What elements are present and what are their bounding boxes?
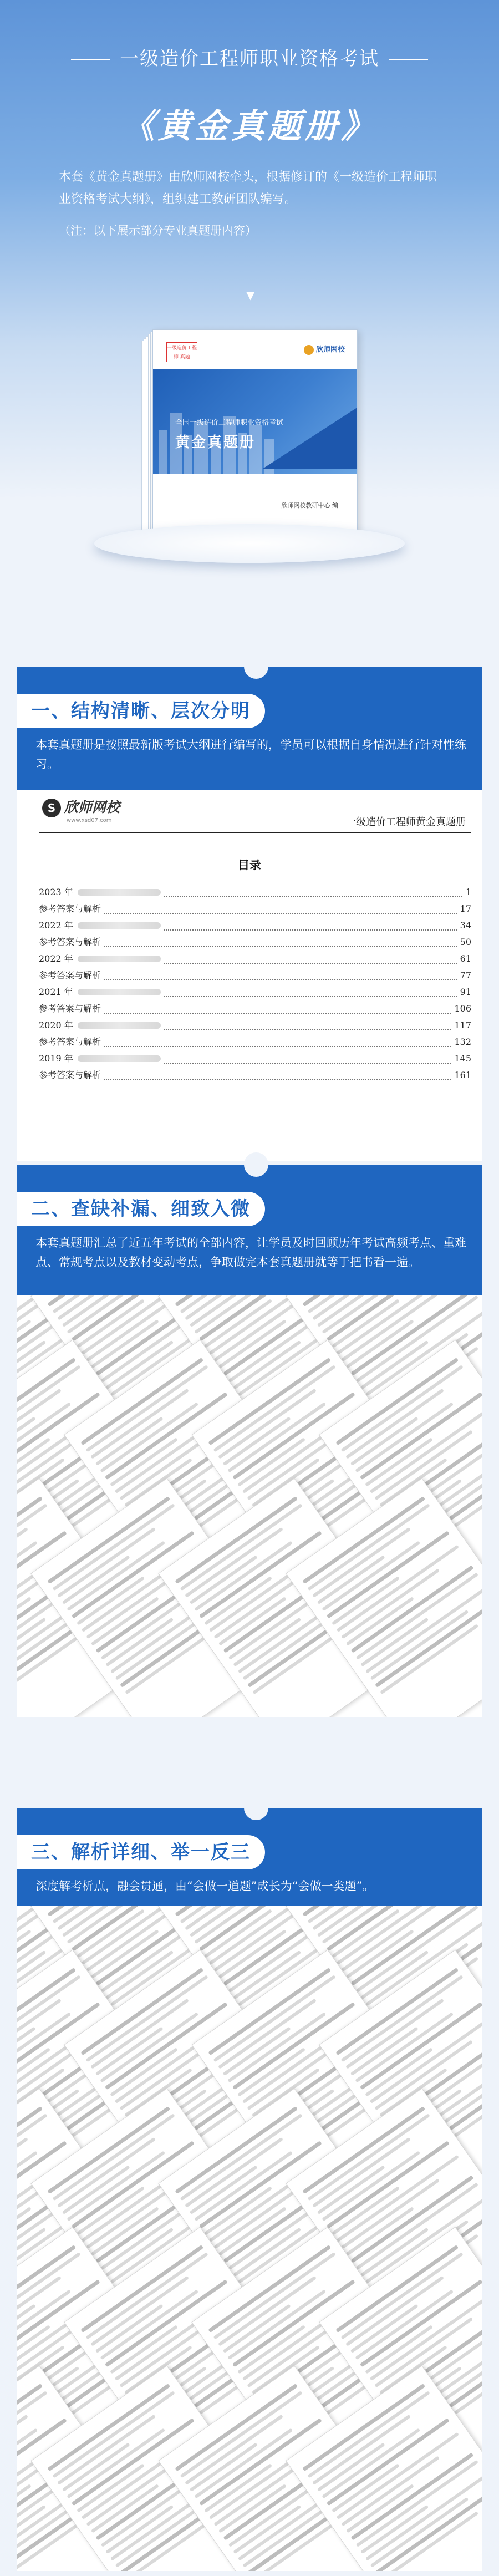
book-mockup	[141, 327, 363, 543]
title-dash-right	[389, 59, 428, 60]
toc-title: 目录	[238, 858, 261, 872]
toc-row-label: 2020 年	[39, 1020, 73, 1030]
note-text: （注：以下展示部分专业真题册内容）	[59, 224, 257, 237]
toc-row	[39, 884, 471, 901]
blurred-text	[78, 956, 161, 962]
title-dash-left	[71, 59, 110, 60]
toc-leader	[164, 954, 457, 964]
toc-page-number: 161	[454, 1070, 471, 1080]
cover-logo	[304, 343, 345, 355]
brand-logo-icon: S	[42, 799, 61, 817]
toc-row-label: 参考答案与解析	[39, 1037, 101, 1047]
toc-row	[39, 967, 471, 984]
toc-rule	[39, 832, 471, 833]
toc-leader	[164, 887, 462, 897]
section-structure	[17, 667, 482, 1160]
toc-page-number: 77	[460, 970, 471, 980]
cover-publisher: 欣师网校教研中心 编	[281, 502, 338, 509]
section-title-tab: 三、解析详细、举一反三	[17, 1833, 267, 1871]
section-title-tab: 一、结构清晰、层次分明	[17, 692, 267, 730]
toc-row-label: 参考答案与解析	[39, 937, 101, 947]
book-cover	[152, 329, 358, 540]
cover-subtitle: 全国一级造价工程师职业资格考试	[175, 419, 284, 427]
toc-leader	[104, 937, 457, 947]
toc-row-label: 参考答案与解析	[39, 1070, 101, 1080]
toc-leader	[104, 1070, 451, 1080]
toc-page-number: 17	[460, 903, 471, 914]
toc-page-number: 34	[460, 920, 471, 931]
blurred-text	[78, 922, 161, 929]
toc-leader	[104, 971, 457, 980]
toc-row	[39, 1017, 471, 1034]
toc-leader	[104, 1004, 451, 1014]
blurred-text	[78, 989, 161, 995]
exam-title	[0, 43, 499, 70]
toc-row-label: 2023 年	[39, 887, 73, 897]
toc-row	[39, 951, 471, 967]
section-title-tab: 二、查缺补漏、细致入微	[17, 1190, 267, 1228]
toc-row	[39, 984, 471, 1000]
toc-leader	[164, 921, 457, 931]
section-notch	[244, 1152, 268, 1177]
blurred-text	[78, 889, 161, 896]
toc-row-label: 2019 年	[39, 1053, 73, 1064]
toc-row	[39, 1067, 471, 1084]
section-desc: 本套真题册汇总了近五年考试的全部内容，让学员及时回顾历年考试高频考点、重难点、常规考点以及教材变动考点，争取做完本套真题册就等于把书看一遍。	[35, 1236, 466, 1269]
section-notch	[244, 1796, 268, 1820]
cover-triangle	[263, 408, 357, 469]
toc-row-label: 2021 年	[39, 987, 73, 997]
page-collage	[17, 1906, 482, 2571]
toc-row-label: 2022 年	[39, 920, 73, 931]
toc-leader	[104, 1037, 451, 1047]
toc-leader	[164, 1054, 451, 1064]
blurred-text	[78, 1022, 161, 1029]
toc-row-label: 参考答案与解析	[39, 970, 101, 980]
toc-header: 一级造价工程师黄金真题册	[346, 816, 466, 828]
toc-page-number: 61	[460, 953, 471, 964]
pedestal	[94, 524, 405, 585]
toc-page	[17, 790, 482, 1161]
section-top-bar	[17, 1165, 482, 1190]
book-title: 《黄金真题册》	[121, 107, 378, 146]
page-collage	[17, 1295, 482, 1717]
section-desc: 本套真题册是按照最新版考试大纲进行编写的，学员可以根据自身情况进行针对性练习。	[35, 738, 466, 771]
toc-page-number: 145	[454, 1053, 471, 1064]
section-notch	[244, 654, 268, 679]
toc-leader	[164, 1020, 451, 1030]
toc-row-label: 参考答案与解析	[39, 1003, 101, 1014]
toc-page-number: 1	[465, 887, 471, 897]
toc-row	[39, 1050, 471, 1067]
toc-row-label: 2022 年	[39, 953, 73, 964]
toc-logo-text: 欣师网校	[64, 799, 120, 815]
exam-title-text: 一级造价工程师职业资格考试	[120, 48, 379, 70]
toc-leader	[164, 987, 457, 997]
section-body	[17, 1833, 482, 2571]
section-desc: 深度解考析点，融会贯通，由“会做一道题”成长为“会做一类题”。	[35, 1879, 374, 1893]
section-review	[17, 1165, 482, 1719]
cover-brand: 欣师网校	[315, 346, 345, 354]
brand-logo-icon	[304, 345, 314, 355]
toc-logo-url: www.xsd07.com	[67, 817, 112, 824]
toc-page-number: 91	[460, 987, 471, 997]
intro-text: 本套《黄金真题册》由欣师网校牵头，根据修订的《一级造价工程师职业资格考试大纲》，组织建工教研团队编写。	[59, 170, 437, 206]
blurred-text	[78, 1055, 161, 1062]
toc-row	[39, 1000, 471, 1017]
toc-page-number: 50	[460, 937, 471, 947]
section-analysis	[17, 1808, 482, 2576]
cover-stamp: 一级造价工程师 真题	[166, 342, 197, 362]
section-top-bar	[17, 1808, 482, 1833]
cover-title: 黄金真题册	[175, 434, 256, 451]
toc-logo	[42, 796, 120, 824]
down-arrow-icon: ▼	[246, 288, 255, 302]
toc-page-number: 132	[454, 1037, 471, 1047]
toc-page-number: 117	[454, 1020, 471, 1030]
toc-page-number: 106	[454, 1003, 471, 1014]
toc-row	[39, 917, 471, 934]
toc-list	[39, 884, 471, 1084]
toc-row	[39, 901, 471, 917]
section-top-bar	[17, 667, 482, 692]
toc-row	[39, 934, 471, 951]
toc-leader	[104, 904, 457, 914]
pedestal-top	[94, 524, 405, 563]
toc-row	[39, 1034, 471, 1050]
toc-row-label: 参考答案与解析	[39, 903, 101, 914]
